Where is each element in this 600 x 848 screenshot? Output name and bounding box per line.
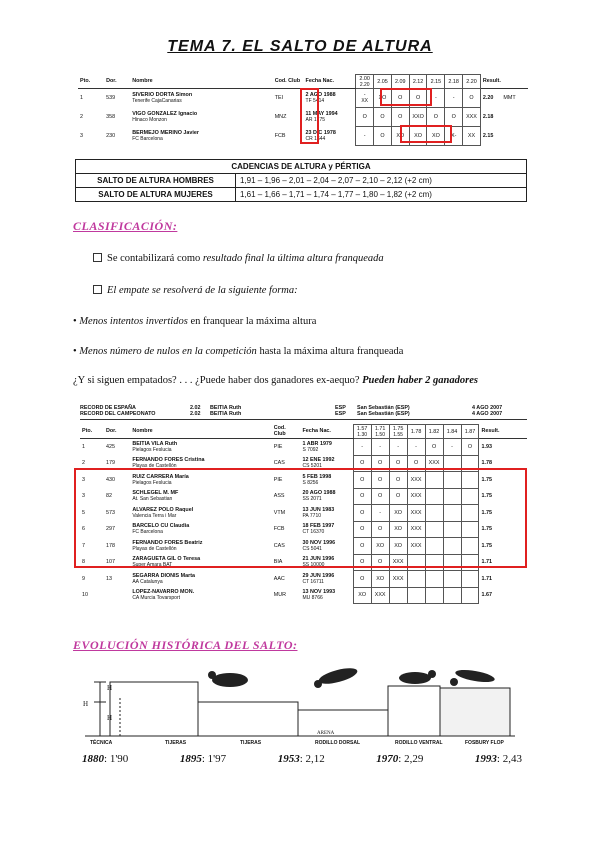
row-attempt: - (443, 439, 461, 456)
row-pos: 2 (80, 114, 83, 120)
row-attempt: O (425, 439, 443, 456)
row-result: 1.71 (481, 575, 492, 582)
row-date: 2 AGO 1988 TF 5414 (305, 92, 336, 105)
row-athlete: RUIZ CARRERA María Pielagos Feslucia (132, 473, 189, 486)
row-club: BIA (273, 559, 283, 566)
row-attempt: O (356, 108, 374, 127)
highlight-box (74, 468, 527, 568)
row-athlete: FERNANDO FORES Beatriz Playas de Castellón (132, 539, 203, 552)
row-attempt: XXX (407, 521, 425, 538)
row-date: 20 AGO 1988 SS 2071 (302, 490, 336, 503)
row-pos: 9 (82, 575, 85, 582)
row-date: 18 FEB 1997 CT 16370 (302, 523, 335, 536)
row-attempt: O (374, 108, 392, 127)
row-attempt (407, 587, 425, 604)
highlight-box (300, 88, 319, 144)
row-pos: 1 (80, 95, 83, 102)
row-club: CAS (273, 460, 285, 467)
col-result: Result. (480, 75, 528, 89)
diagram-label-arena: ARENA (317, 731, 335, 736)
row-attempt: O (391, 108, 409, 127)
row-attempt: - (356, 127, 374, 146)
section-heading-clasificacion: CLASIFICACIÓN: (73, 219, 178, 233)
row-attempt: O (353, 455, 371, 472)
row-pos: 1 (82, 444, 85, 450)
row-attempt: - (427, 89, 445, 108)
row-dor: 430 (105, 476, 115, 483)
row-dor: 179 (105, 460, 115, 467)
row-attempt: XXX (463, 108, 481, 127)
row-attempt: - (407, 439, 425, 456)
row-dor: 297 (105, 526, 115, 533)
table-row (80, 439, 527, 456)
row-dor: 107 (105, 559, 115, 566)
row-dor: 13 (105, 575, 112, 582)
row-attempt: O (371, 488, 389, 505)
row-date: 21 JUN 1996 SS 10000 (302, 556, 335, 569)
col-height: 2.20 (463, 75, 481, 89)
row-result: 1.75 (481, 509, 492, 516)
row-athlete: SCHLEGEL M. MF At. San Sebastian (132, 490, 179, 503)
col-height: 1.82 (425, 425, 443, 439)
row-attempt: XO (389, 521, 407, 538)
col-height: 1.87 (461, 425, 479, 439)
row-attempt: XXX (389, 554, 407, 571)
row-attempt: XO (389, 505, 407, 522)
row-attempt: O (353, 472, 371, 489)
row-club: VTM (273, 509, 286, 516)
row-result: 1.75 (481, 493, 492, 500)
row-dor (104, 587, 130, 604)
row-dor: 230 (106, 133, 116, 139)
row-date: 29 JUN 1996 CT 16711 (302, 572, 335, 585)
row-attempt (425, 587, 443, 604)
row-attempt: XO (374, 89, 392, 108)
row-attempt: O (374, 127, 392, 146)
row-athlete: VIGO GONZALEZ Ignacio Hinaco Monzon (132, 111, 198, 123)
row-attempt: O (353, 505, 371, 522)
col-height: 1.57 1.30 (353, 425, 371, 439)
row-attempt: - (371, 439, 389, 456)
row-attempt (389, 587, 407, 604)
col-height: 2.05 (374, 75, 392, 89)
row-club: TEI (274, 95, 284, 102)
page-title: TEMA 7. EL SALTO DE ALTURA (167, 38, 433, 55)
row-club: MNZ (274, 114, 287, 120)
high-jump-technique-diagram (80, 658, 520, 748)
records-block (80, 405, 527, 420)
row-attempt: XO (391, 127, 409, 146)
col-result: Result. (479, 425, 527, 439)
cadencia-label: SALTO DE ALTURA MUJERES (76, 188, 236, 202)
row-attempt (425, 571, 443, 588)
row-attempt (443, 587, 461, 604)
col-height: 2.15 (427, 75, 445, 89)
row-date: 23 DIC 1978 CR 1644 (305, 130, 336, 142)
row-pos: 5 (82, 509, 85, 516)
highlight-box (380, 88, 432, 106)
row-dor: 82 (105, 493, 112, 500)
row-pos: 10 (82, 592, 88, 599)
checkbox-icon (93, 285, 102, 294)
row-club: AAC (273, 575, 285, 582)
row-result: 2.18 (482, 114, 494, 120)
results-table-women (80, 405, 527, 604)
row-dor: 425 (105, 444, 115, 450)
row-date: 12 ENE 1992 CS 5201 (302, 457, 335, 470)
row-club: CAS (273, 542, 285, 549)
row-attempt: O (391, 89, 409, 108)
diagram-label-h: H (83, 700, 89, 708)
row-attempt: O (389, 488, 407, 505)
col-dor: Dor. (104, 425, 130, 439)
bullet-item: • Menos intentos invertidos en franquear la máxima altura (73, 316, 317, 327)
row-attempt: O (463, 89, 481, 108)
technique-label: TIJERAS (240, 740, 262, 746)
row-attempt: O (461, 439, 479, 456)
cadencias-title: CADENCIAS DE ALTURA y PÉRTIGA (76, 160, 527, 174)
row-date: 11 MAY 1994 AR 1775 (305, 111, 338, 123)
row-attempt: - (445, 89, 463, 108)
table-row (80, 587, 527, 604)
row-attempt: XXX (407, 488, 425, 505)
row-club: FCB (274, 133, 286, 139)
row-attempt: XO (371, 538, 389, 555)
table-row (76, 174, 527, 188)
col-pos: Pto. (78, 75, 104, 89)
cadencia-value: 1,91 – 1,96 – 2,01 – 2,04 – 2,07 – 2,10 – 2,12 (+2 cm) (236, 174, 527, 188)
row-pos: 7 (82, 542, 85, 549)
table-row (76, 188, 527, 202)
row-club: PIE (273, 476, 283, 483)
row-attempt: O (407, 455, 425, 472)
row-attempt: - (371, 505, 389, 522)
history-item: 1880: 1'90 (82, 753, 129, 765)
col-height: 1.71 1.50 (371, 425, 389, 439)
record-row: RECORD DE ESPAÑA 2.02 BEITIA Ruth ESP San Sebastián (ESP) 4 AGO 2007 (80, 405, 503, 411)
col-date: Fecha Nac. (300, 425, 353, 439)
row-result: 1.71 (481, 559, 492, 566)
history-item: 1970: 2,29 (376, 753, 424, 765)
row-attempt: XXX (407, 505, 425, 522)
row-attempt: O (353, 521, 371, 538)
history-item: 1953: 2,12 (277, 753, 325, 765)
row-date: 13 JUN 1983 PA 7710 (302, 506, 335, 519)
row-athlete: BEITIA VILA Ruth Pielagos Feslucia (132, 441, 178, 453)
row-athlete: ALVAREZ POLO Raquel Valencia Terra i Mar (132, 506, 194, 519)
row-pos: 3 (82, 476, 85, 483)
row-attempt: XO (409, 127, 427, 146)
col-club: Cod. Club (272, 425, 301, 439)
row-athlete: SEGARRA DIONIS Marta AA Catalunya (132, 572, 196, 585)
row-attempt (461, 587, 479, 604)
row-attempt: O (371, 472, 389, 489)
checkbox-icon (93, 253, 102, 262)
col-height: 1.78 (407, 425, 425, 439)
row-dor: 539 (106, 95, 116, 102)
history-timeline (82, 753, 522, 765)
row-attempt: XXX (407, 538, 425, 555)
record-row: RECORD DEL CAMPEONATO 2.02 BEITIA Ruth ESP San Sebastián (ESP) 4 AGO 2007 (80, 411, 503, 417)
col-pos: Pto. (80, 425, 104, 439)
row-attempt: O (353, 554, 371, 571)
section-heading-evolucion: EVOLUCIÓN HISTÓRICA DEL SALTO: (73, 638, 298, 652)
col-club: Cod. Club (273, 75, 304, 89)
row-attempt: XO (427, 127, 445, 146)
row-result: 1.75 (481, 526, 492, 533)
row-result: 2.15 (482, 133, 494, 139)
row-athlete: BERMEJO MERINO Javier FC Barcelona (132, 130, 200, 142)
check-item: Se contabilizará como resultado final la última altura franqueada (93, 253, 384, 264)
col-name: Nombre (130, 425, 271, 439)
row-attempt: XXX (371, 587, 389, 604)
row-result: 1.78 (481, 460, 492, 467)
row-athlete: SIVERIO DORTA Simon Tenerife CajaCanarias (132, 92, 193, 105)
bullet-item: • Menos número de nulos en la competición hasta la máxima altura franqueada (73, 346, 404, 357)
row-pos: 8 (82, 559, 85, 566)
row-attempt (443, 571, 461, 588)
cadencias-table (75, 159, 527, 202)
row-result: 1.67 (481, 592, 492, 599)
col-height: 1.84 (443, 425, 461, 439)
row-attempt: XX (463, 127, 481, 146)
row-attempt: O (445, 108, 463, 127)
col-height: 1.75 1.55 (389, 425, 407, 439)
row-attempt: XO (353, 587, 371, 604)
cadencia-label: SALTO DE ALTURA HOMBRES (76, 174, 236, 188)
row-attempt (407, 571, 425, 588)
row-pos: 2 (82, 460, 85, 467)
row-attempt: O (389, 472, 407, 489)
col-date: Fecha Nac. (304, 75, 356, 89)
row-date: 13 NOV 1993 MU 8766 (302, 589, 336, 602)
technique-label: TIJERAS (165, 740, 187, 746)
row-athlete: ZARAGUETA GIL O Teresa Super Amara BAT (132, 556, 201, 569)
row-attempt: O (371, 455, 389, 472)
row-attempt: O (389, 455, 407, 472)
row-result: 1.75 (481, 542, 492, 549)
row-athlete: BARCELO CU Claudia FC Barcelona (132, 523, 190, 536)
row-date: 5 FEB 1998 S 8256 (302, 473, 332, 486)
row-attempt: XXX (389, 571, 407, 588)
col-height: 2.09 (391, 75, 409, 89)
row-attempt (461, 571, 479, 588)
table-row (80, 571, 527, 588)
row-attempt: XO (371, 571, 389, 588)
row-pos: 3 (82, 493, 85, 500)
row-result: 2.20 MMT (482, 95, 516, 102)
row-dor: 573 (105, 509, 115, 516)
row-attempt: XXO (409, 108, 427, 127)
row-date: 1 ABR 1979 S 7092 (302, 441, 332, 453)
col-height: 2.12 (409, 75, 427, 89)
row-attempt: O (353, 571, 371, 588)
col-name: Nombre (130, 75, 272, 89)
row-club: PIE (273, 444, 283, 450)
col-dor: Dor. (104, 75, 130, 89)
row-dor: 178 (105, 542, 115, 549)
row-attempt: - (353, 439, 371, 456)
highlight-box (400, 125, 452, 143)
row-attempt: O (409, 89, 427, 108)
technique-label: RODILLO DORSAL (315, 740, 360, 746)
technique-label: RODILLO VENTRAL (395, 740, 443, 746)
diagram-label-h: H (107, 714, 113, 722)
row-pos: 3 (80, 133, 83, 139)
cadencia-value: 1,61 – 1,66 – 1,71 – 1,74 – 1,77 – 1,80 – 1,82 (+2 cm) (236, 188, 527, 202)
row-attempt: XO (389, 538, 407, 555)
check-item: El empate se resolverá de la siguiente forma: (93, 285, 298, 296)
row-attempt: XXX (407, 472, 425, 489)
question-line: ¿Y si siguen empatados? . . . ¿Puede haber dos ganadores ex-aequo? Pueden haber 2 ganadores (73, 375, 478, 386)
row-attempt: O (353, 538, 371, 555)
diagram-label-h: H (107, 684, 113, 692)
diagram-label-tecnica: TÉCNICA (90, 740, 113, 746)
row-club: MUR (273, 592, 286, 599)
row-attempt: X- (445, 127, 463, 146)
row-attempt: XXX (425, 455, 443, 472)
col-height: 2.18 (445, 75, 463, 89)
history-item: 1993: 2,43 (474, 753, 522, 765)
results-table-men (78, 74, 528, 146)
row-athlete: FERNANDO FORES Cristina Playas de Castellón (132, 457, 205, 470)
row-attempt: O (427, 108, 445, 127)
row-date: 30 NOV 1996 CS 5041 (302, 539, 336, 552)
row-attempt: O (371, 521, 389, 538)
col-height: 2.00 2.20 (356, 75, 374, 89)
row-attempt: - XX (356, 89, 374, 108)
row-club: ASS (273, 493, 285, 500)
row-club: FCB (273, 526, 285, 533)
row-attempt: - (389, 439, 407, 456)
row-attempt: O (371, 554, 389, 571)
row-pos: 6 (82, 526, 85, 533)
row-dor: 358 (106, 114, 116, 120)
row-attempt: O (353, 488, 371, 505)
history-item: 1895: 1'97 (179, 753, 227, 765)
technique-label: FOSBURY FLOP (465, 740, 504, 746)
row-result: 1.75 (481, 476, 492, 483)
row-athlete: LOPEZ-NAVARRO MON. CA Murcia Tovarsport (132, 589, 195, 602)
row-result: 1.93 (481, 444, 492, 450)
